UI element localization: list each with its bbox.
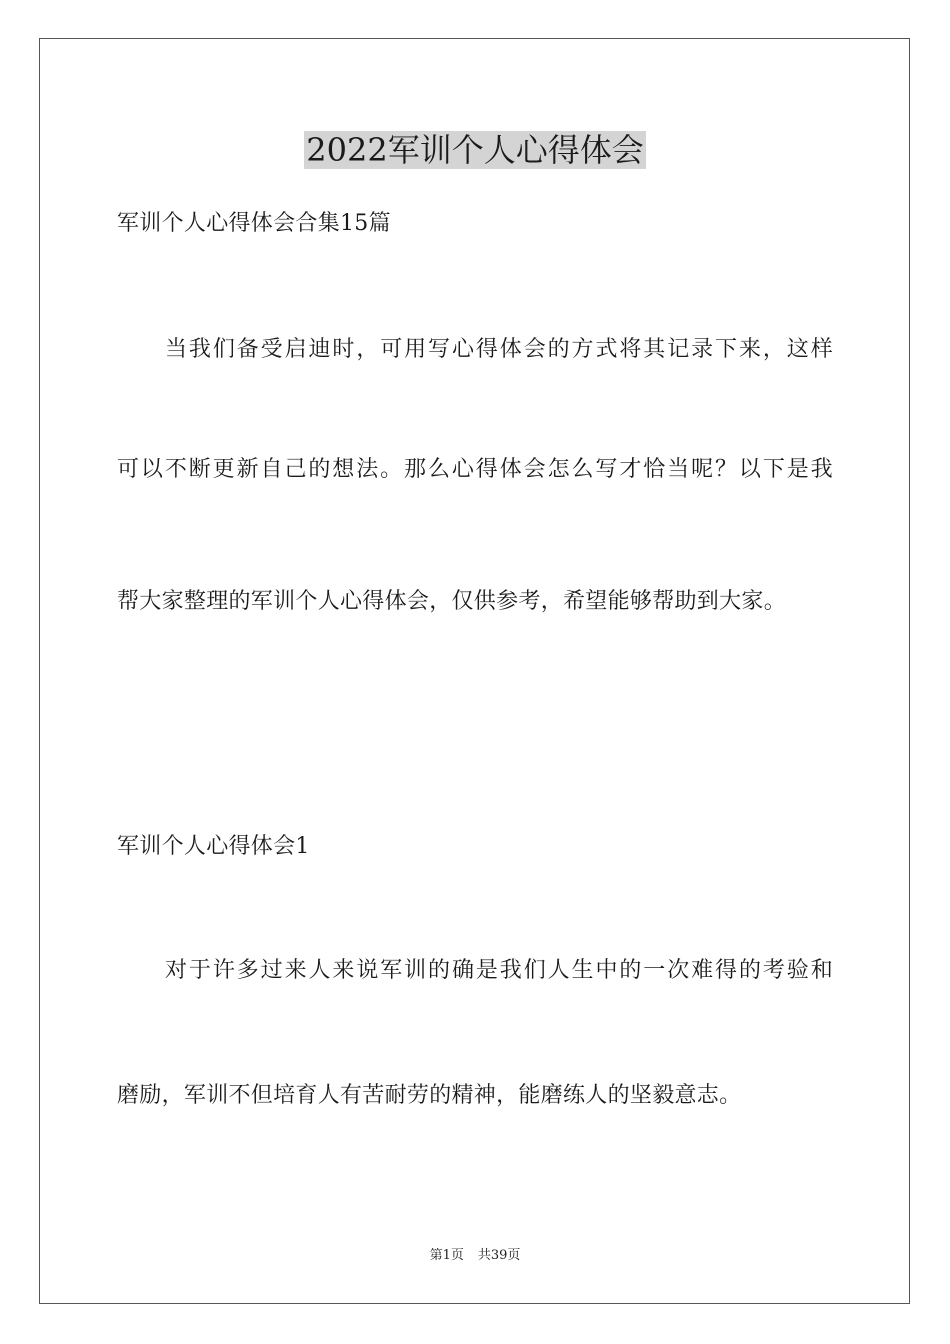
document-subtitle: 军训个人心得体会合集15篇 [117,211,391,236]
intro-paragraph-line: 当我们备受启迪时，可用写心得体会的方式将其记录下来，这样 [165,337,833,362]
document-title-text: 2022军训个人心得体会 [306,131,644,169]
section-paragraph-line: 磨励，军训不但培育人有苦耐劳的精神，能磨练人的坚毅意志。 [117,1083,742,1108]
page-total: 共39页 [477,1248,521,1263]
intro-paragraph-line: 可以不断更新自己的想法。那么心得体会怎么写才恰当呢？以下是我 [117,457,833,482]
section-paragraph-line: 对于许多过来人来说军训的确是我们人生中的一次难得的考验和 [165,958,833,983]
document-title [0,128,950,172]
intro-paragraph-line: 帮大家整理的军训个人心得体会，仅供参考，希望能够帮助到大家。 [117,589,787,614]
section-heading: 军训个人心得体会1 [117,834,310,859]
page-number: 第1页 [429,1248,464,1263]
page-footer [0,1246,950,1266]
